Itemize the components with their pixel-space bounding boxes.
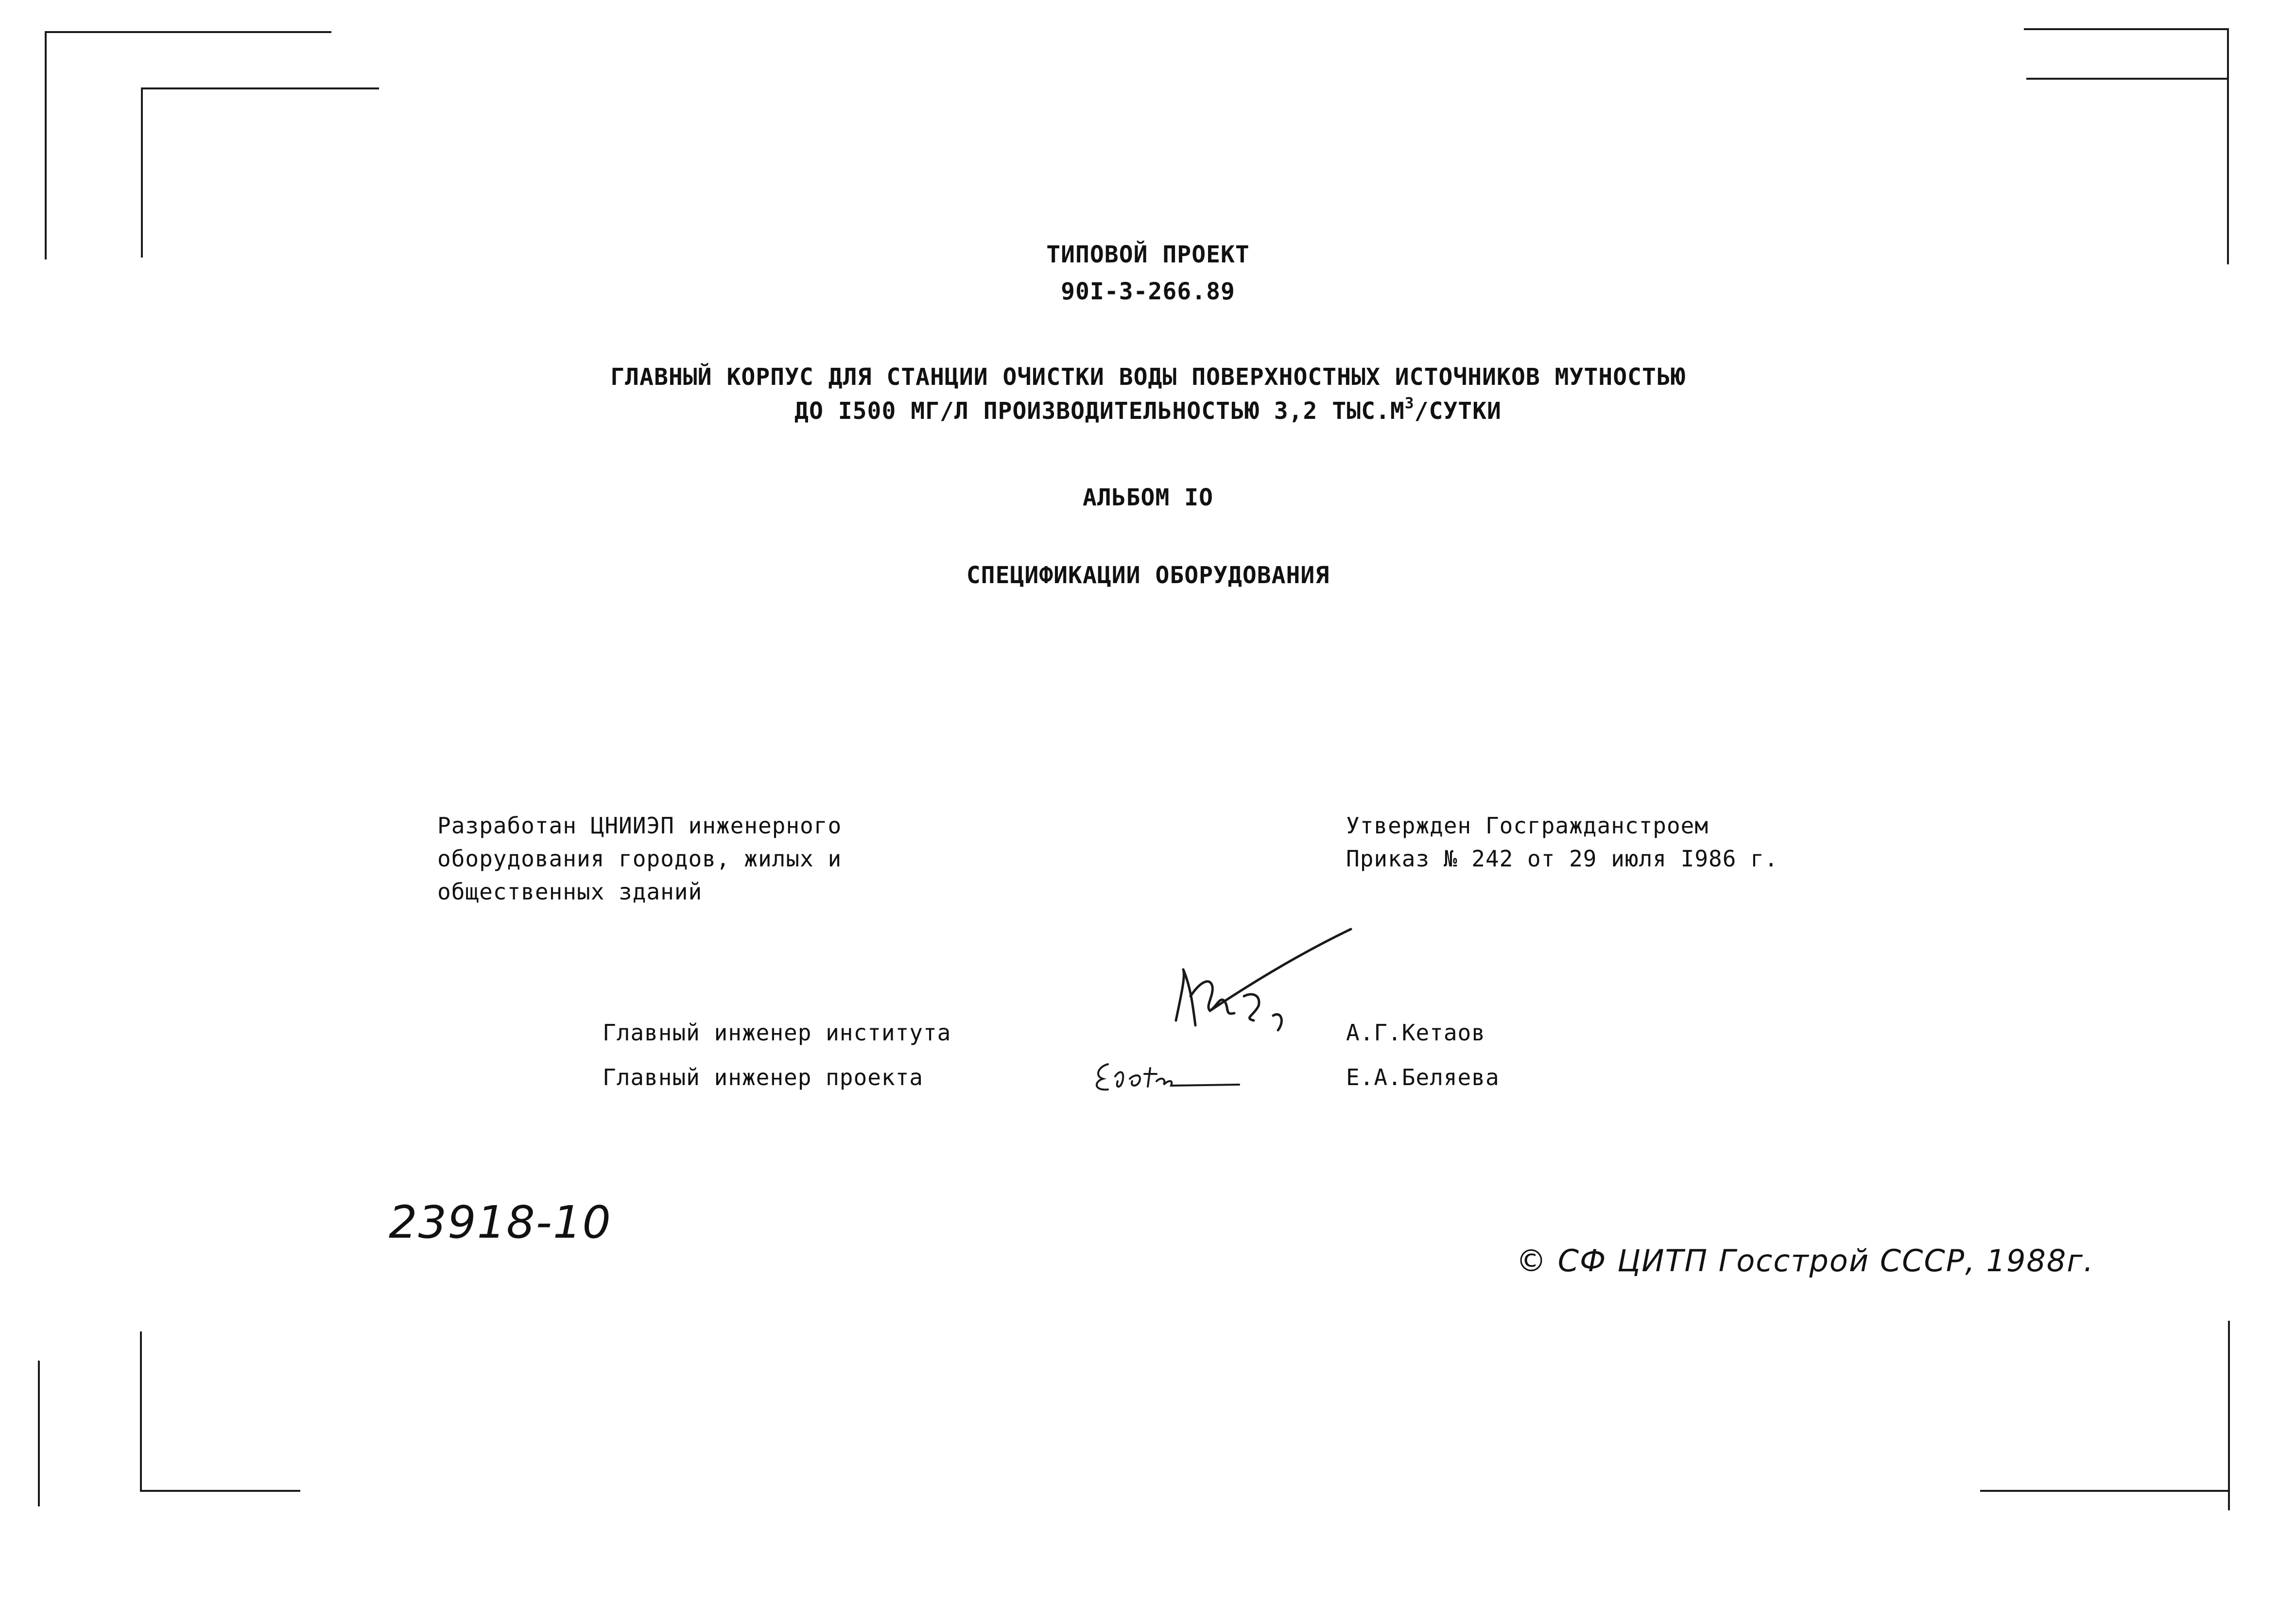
crop-mark-top-left-outer-v bbox=[45, 31, 47, 259]
crop-mark-bottom-left-inner-v bbox=[140, 1331, 142, 1492]
chief-engineer-project-name: Е.А.Беляева bbox=[1346, 1064, 1500, 1090]
crop-mark-top-left-inner-v bbox=[141, 87, 143, 258]
crop-mark-top-left-outer-h bbox=[45, 31, 331, 33]
approval-line-2: Приказ № 242 от 29 июля I986 г. bbox=[1346, 846, 1778, 872]
subject-unit-superscript: 3 bbox=[1404, 395, 1415, 413]
project-number: 90I-3-266.89 bbox=[1061, 278, 1235, 305]
crop-mark-bottom-left-inner-h bbox=[140, 1490, 300, 1492]
crop-mark-bottom-left-outer-v bbox=[38, 1361, 40, 1506]
developer-line-1: Разработан ЦНИИЭП инженерного bbox=[437, 812, 842, 839]
subject-line-2-tail: /СУТКИ bbox=[1414, 397, 1502, 425]
chief-engineer-institute-name: А.Г.Кетаов bbox=[1346, 1019, 1485, 1046]
crop-mark-top-right-outer-h bbox=[2024, 28, 2228, 30]
developer-line-2: оборудования городов, жилых и bbox=[437, 846, 842, 872]
document-type-title: ТИПОВОЙ ПРОЕКТ bbox=[1046, 241, 1250, 268]
project-subject-line-2 bbox=[0, 395, 2296, 425]
developer-line-3: общественных зданий bbox=[437, 879, 703, 905]
approval-line-1: Утвержден Госгражданстроем bbox=[1346, 812, 1709, 839]
crop-mark-top-left-inner-h bbox=[141, 87, 379, 89]
copyright-stamp: © СФ ЦИТП Госстрой СССР, 1988г. bbox=[1516, 1243, 2094, 1279]
album-number: АЛЬБОМ IO bbox=[1082, 484, 1214, 511]
chief-engineer-project-role: Главный инженер проекта bbox=[603, 1064, 923, 1090]
crop-mark-top-right-inner-v bbox=[2227, 78, 2229, 262]
crop-mark-bottom-right-inner-v bbox=[2228, 1341, 2230, 1492]
project-subject-line-1: ГЛАВНЫЙ КОРПУС ДЛЯ СТАНЦИИ ОЧИСТКИ ВОДЫ ПОВЕРХНОСТНЫХ ИСТОЧНИКОВ МУТНОСТЬЮ bbox=[610, 363, 1686, 391]
crop-mark-bottom-right-inner-h bbox=[1980, 1490, 2228, 1492]
album-title: СПЕЦИФИКАЦИИ ОБОРУДОВАНИЯ bbox=[966, 562, 1330, 589]
inventory-number: 23918-10 bbox=[389, 1196, 612, 1248]
signature-ketaov bbox=[1157, 923, 1361, 1069]
chief-engineer-institute-role: Главный инженер института bbox=[603, 1019, 951, 1046]
signature-belyaeva bbox=[1088, 1054, 1249, 1098]
subject-line-2-text: ДО I500 МГ/Л ПРОИЗВОДИТЕЛЬНОСТЬЮ 3,2 ТЫС.М bbox=[794, 397, 1405, 425]
crop-mark-top-right-inner-h bbox=[2026, 78, 2228, 80]
